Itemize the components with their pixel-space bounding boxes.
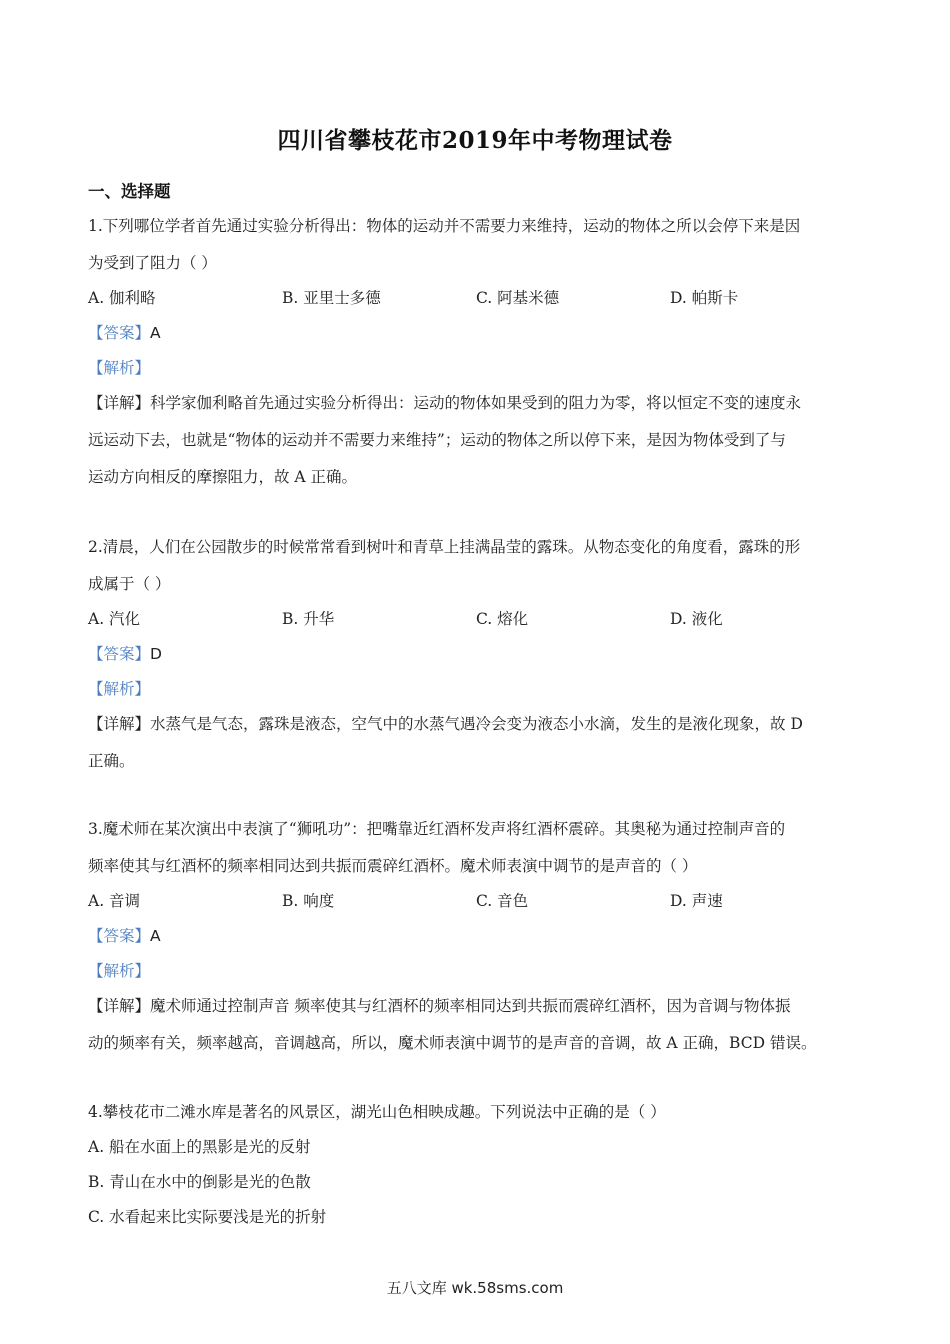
answer-tag: 【答案】 [88,324,151,342]
analysis-tag: 【解析】 [88,962,151,980]
q2-answer-value: D [150,645,162,663]
q3-option-c: C. 音色 [476,892,529,910]
q1-analysis [88,358,150,378]
q3-detail-line-1 [88,996,790,1016]
detail-tag: 【详解】 [88,997,151,1015]
q2-analysis [88,679,150,699]
q4-stem-line-1: 4.攀枝花市二滩水库是著名的风景区，湖光山色相映成趣。下列说法中正确的是（ ） [88,1103,666,1121]
q4-option-b: B. 青山在水中的倒影是光的色散 [88,1173,311,1191]
q3-answer-value: A [150,927,161,945]
q1-detail-line-3: 运动方向相反的摩擦阻力，故 A 正确。 [88,468,358,486]
q2-option-d: D. 液化 [670,610,723,628]
q2-option-c: C. 熔化 [476,610,529,628]
q3-option-a: A. 音调 [88,892,141,910]
q2-answer [88,644,162,664]
q3-detail-line-2: 动的频率有关，频率越高，音调越高，所以，魔术师表演中调节的是声音的音调，故 A 正确，BCD 错误。 [88,1034,817,1052]
q2-stem-line-1: 2.清晨，人们在公园散步的时候常常看到树叶和青草上挂满晶莹的露珠。从物态变化的角度看，露珠的形 [88,538,801,556]
page-title: 四川省攀枝花市2019年中考物理试卷 [277,127,673,154]
page-footer: 五八文库 wk.58sms.com [386,1279,564,1297]
detail-tag: 【详解】 [88,394,151,412]
q4-option-a: A. 船在水面上的黑影是光的反射 [88,1138,311,1156]
q3-option-b: B. 响度 [282,892,335,910]
q3-answer [88,926,161,946]
q1-answer [88,323,161,343]
q3-stem-line-1: 3.魔术师在某次演出中表演了“狮吼功”：把嘴靠近红酒杯发声将红酒杯震碎。其奥秘为通过控制声音的 [88,820,786,838]
q2-option-a: A. 汽化 [88,610,141,628]
q1-option-a: A. 伽利略 [88,289,156,307]
q2-detail-text: 水蒸气是气态，露珠是液态，空气中的水蒸气遇冷会变为液态小水滴，发生的是液化现象，故 D [150,715,803,733]
q3-analysis [88,961,150,981]
q1-detail-line-1 [88,393,801,413]
q2-detail-line-2: 正确。 [88,752,135,770]
section-heading: 一、选择题 [88,182,171,201]
q1-detail-line-2: 远运动下去，也就是“物体的运动并不需要力来维持”；运动的物体之所以停下来，是因为物体受到了与 [88,431,786,449]
q1-stem-line-2: 为受到了阻力（ ） [88,254,217,272]
q2-stem-line-2: 成属于（ ） [88,575,171,593]
q1-option-d: D. 帕斯卡 [670,289,739,307]
q4-option-c: C. 水看起来比实际要浅是光的折射 [88,1208,327,1226]
detail-tag: 【详解】 [88,715,151,733]
q3-detail-text: 魔术师通过控制声音 频率使其与红酒杯的频率相同达到共振而震碎红酒杯，因为音调与物体振 [150,997,791,1015]
q1-detail-text: 科学家伽利略首先通过实验分析得出：运动的物体如果受到的阻力为零，将以恒定不变的速度永 [150,394,802,412]
q2-option-b: B. 升华 [282,610,335,628]
q1-option-b: B. 亚里士多德 [282,289,381,307]
q1-answer-value: A [150,324,161,342]
analysis-tag: 【解析】 [88,359,151,377]
q3-option-d: D. 声速 [670,892,723,910]
analysis-tag: 【解析】 [88,680,151,698]
answer-tag: 【答案】 [88,927,151,945]
q1-stem-line-1: 1.下列哪位学者首先通过实验分析得出：物体的运动并不需要力来维持，运动的物体之所以会停下来是因 [88,217,801,235]
q1-option-c: C. 阿基米德 [476,289,560,307]
answer-tag: 【答案】 [88,645,151,663]
q2-detail-line-1 [88,714,803,734]
q3-stem-line-2: 频率使其与红酒杯的频率相同达到共振而震碎红酒杯。魔术师表演中调节的是声音的（ ） [88,857,698,875]
